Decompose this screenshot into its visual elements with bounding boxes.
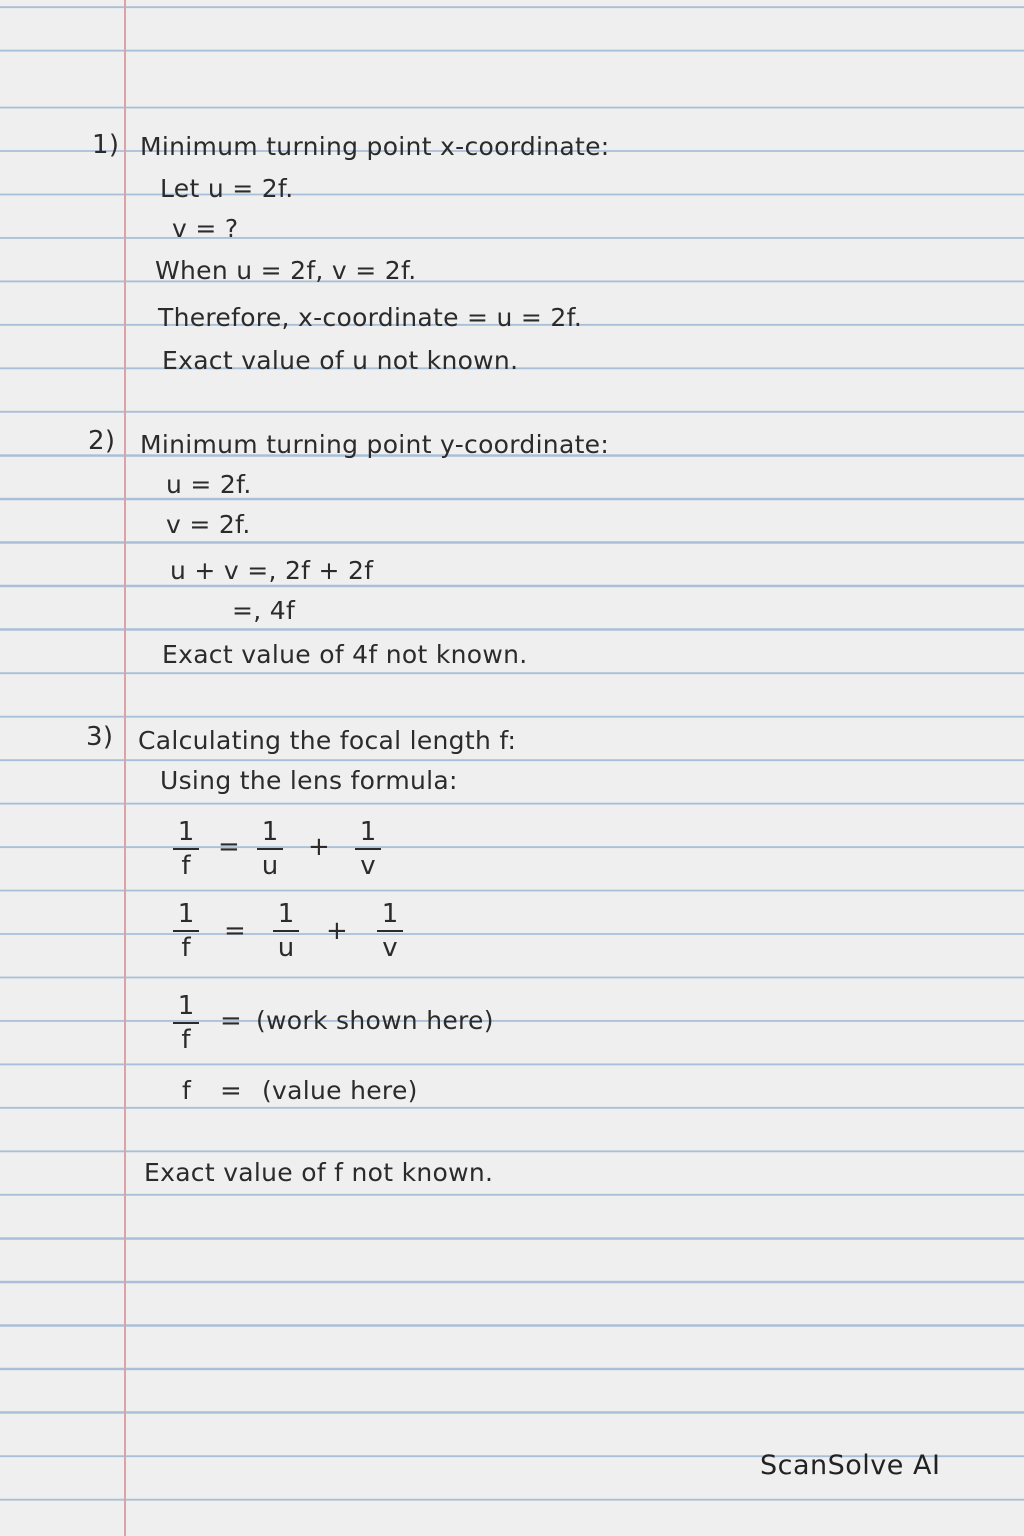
fraction-one-over-v: 1 v (376, 900, 404, 962)
fraction-one-over-f: 1 f (172, 992, 200, 1054)
equals-sign: = (220, 1076, 242, 1106)
equals-sign: = (224, 916, 246, 946)
fraction-one-over-v: 1 v (354, 818, 382, 880)
section-1-number: 1) (92, 130, 120, 160)
margin-line (124, 0, 126, 1536)
f-value-text: (value here) (262, 1076, 418, 1105)
section-3-heading: Calculating the focal length f: (138, 726, 517, 755)
f-variable: f (182, 1076, 192, 1105)
section-3-number: 3) (86, 722, 114, 752)
section-3-conclusion: Exact value of f not known. (144, 1158, 494, 1187)
section-2-line-4: =, 4f (232, 596, 296, 625)
plus-sign: + (326, 916, 348, 946)
fraction-one-over-f: 1 f (172, 818, 200, 880)
brand-watermark: ScanSolve AI (760, 1450, 941, 1481)
section-1-heading: Minimum turning point x-coordinate: (140, 132, 610, 161)
section-1-line-4: Therefore, x-coordinate = u = 2f. (158, 303, 583, 332)
work-shown-text: (work shown here) (256, 1006, 494, 1035)
section-1-line-5: Exact value of u not known. (162, 346, 519, 375)
fraction-one-over-f: 1 f (172, 900, 200, 962)
section-2-line-2: v = 2f. (166, 510, 251, 539)
plus-sign: + (308, 832, 330, 862)
section-2-line-3: u + v =, 2f + 2f (170, 556, 374, 585)
fraction-one-over-u: 1 u (272, 900, 300, 962)
fraction-one-over-u: 1 u (256, 818, 284, 880)
section-2-number: 2) (88, 426, 116, 456)
section-3-intro: Using the lens formula: (160, 766, 458, 795)
equals-sign: = (218, 832, 240, 862)
section-1-line-2: v = ? (172, 214, 239, 243)
section-2-line-1: u = 2f. (166, 470, 252, 499)
section-2-line-5: Exact value of 4f not known. (162, 640, 528, 669)
equals-sign: = (220, 1006, 242, 1036)
section-1-line-1: Let u = 2f. (160, 174, 294, 203)
section-2-heading: Minimum turning point y-coordinate: (140, 430, 610, 459)
section-1-line-3: When u = 2f, v = 2f. (155, 256, 417, 285)
